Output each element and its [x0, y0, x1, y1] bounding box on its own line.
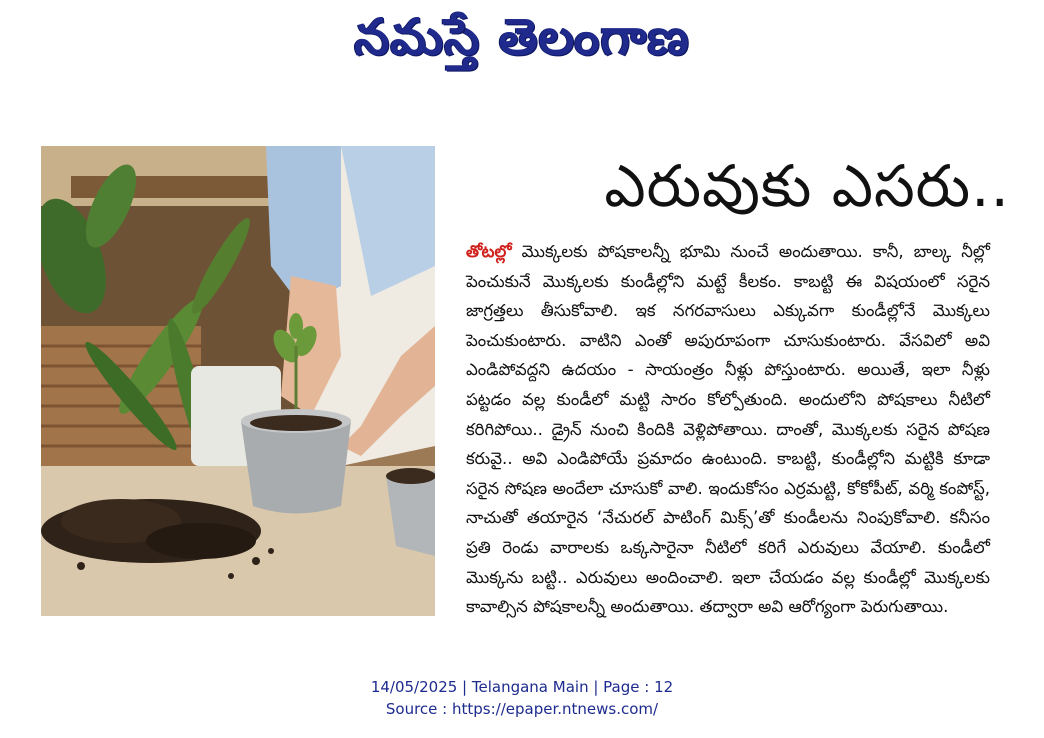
- article-photo: [41, 146, 435, 616]
- article-headline: ఎరువుకు ఎసరు..: [604, 152, 1010, 220]
- page-footer: [0, 676, 1044, 720]
- article-body-text: మొక్కలకు పోషకాలన్నీ భూమి నుంచే అందుతాయి. కానీ, బాల్క నీల్లో పెంచుకునే మొక్కలకు కుండీల్లోని మట్టే కీలకం. కాబట్టి ఈ విషయంలో సరైన జాగ్రత్తలు తీసుకోవాలి. ఇక నగరవాసులు ఎక్కువగా కుండీల్లోనే మొక్కలు పెంచుకుంటారు. వాటిని ఎంతో అపురూపంగా చూసుకుంటారు. వేసవిలో అవి ఎండిపోవద్దని ఉదయం - సాయంత్రం నీళ్లు పోస్తుంటారు. అయితే, ఇలా నీళ్లు పట్టడం వల్ల కుండీలో మట్టి సారం కోల్పోతుంది. అందులోని పోషకాలు నీటిలో కరిగిపోయి.. డ్రైన్ నుంచి కిందికి వెళ్లిపోతాయి. దాంతో, మొక్కలకు సరైన పోషణ కరువై.. అవి ఎండిపోయే ప్రమాదం ఉంటుంది. కాబట్టి, కుండీల్లోని మట్టికి కూడా సరైన సోషణ అందేలా చూసుకో వాలి. ఇందుకోసం ఎర్రమట్టి, కోకోపీట్, వర్మి కంపోస్ట్, నాచుతో తయారైన ‘నేచురల్ పాటింగ్ మిక్స్’తో కుండీలను నింపుకోవాలి. కనీసం ప్రతి రెండు వారాలకు ఒక్కసారైనా నీటిలో కరిగే ఎరువులు వేయాలి. కుండీలో మొక్కను బట్టి.. ఎరువులు అందించాలి. ఇలా చేయడం వల్ల కుండీల్లో మొక్కలకు కావాల్సిన పోషకాలన్నీ అందుతాయి. తద్వారా అవి ఆరోగ్యంగా పెరుగుతాయి.: [466, 242, 990, 617]
- edition-info: 14/05/2025 | Telangana Main | Page : 12: [370, 678, 674, 696]
- article-body: [466, 237, 990, 627]
- newspaper-logo: నమస్తే తెలంగాణ: [354, 8, 690, 66]
- source-link[interactable]: Source : https://epaper.ntnews.com/: [385, 700, 659, 718]
- masthead: [0, 2, 1044, 72]
- lead-word: తోటల్లో: [466, 242, 512, 261]
- potting-plant-illustration: [41, 146, 435, 616]
